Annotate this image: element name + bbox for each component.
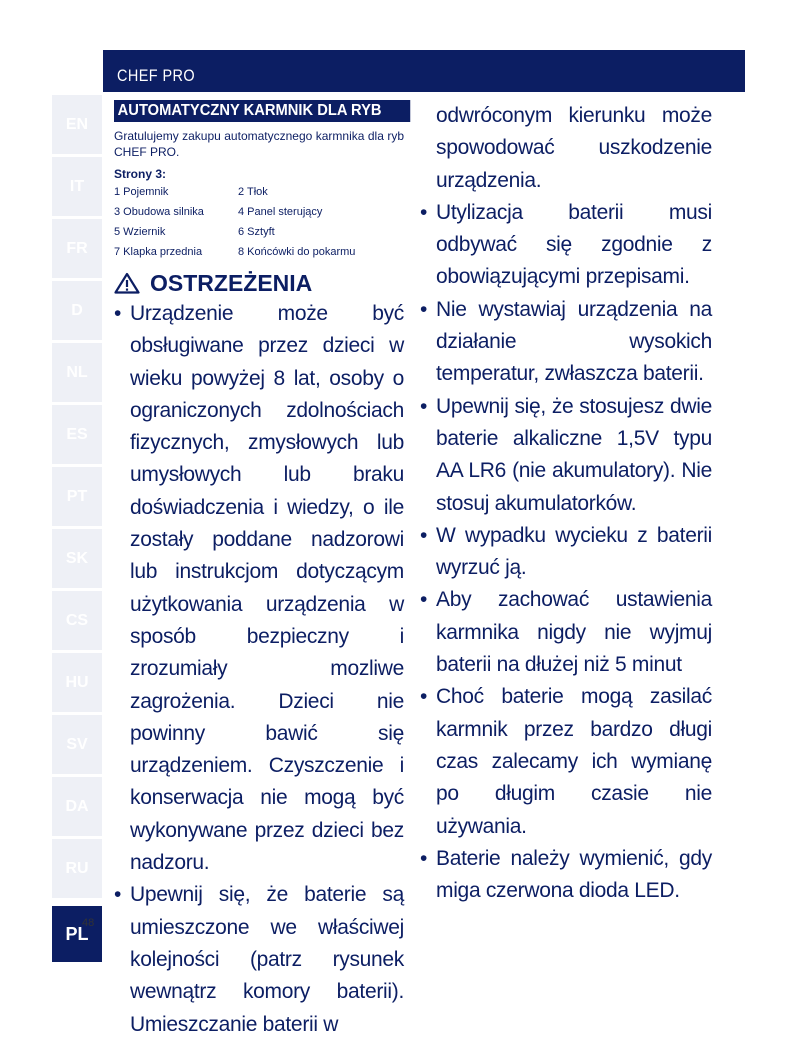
- warning-item: • Choć baterie mogą zasilać karmnik przez bardzo długi czas zalecamy ich wymianę po długim czasie nie używania.: [420, 681, 712, 842]
- part-item: 2 Tłok: [238, 186, 268, 198]
- part-item: 7 Klapka przednia: [114, 246, 203, 258]
- warning-item: • Nie wystawiaj urządzenia na działanie wysokich temperatur, zwłaszcza baterii.: [420, 294, 712, 391]
- lang-tab-sk[interactable]: SK: [52, 529, 102, 588]
- lang-tab-fr[interactable]: FR: [52, 219, 102, 278]
- lang-tab-pl[interactable]: PL: [52, 906, 102, 962]
- warnings-list-left: [114, 298, 404, 1041]
- part-item: 5 Wziernik: [114, 226, 166, 238]
- warning-item: • Utylizacja baterii musi odbywać się zgodnie z obowiązującymi przepisami.: [420, 197, 712, 294]
- warning-item: • Upewnij się, że stosujesz dwie baterie alkaliczne 1,5V typu AA LR6 (nie akumulatory). Nie stosuj akumulatorków.: [420, 391, 712, 520]
- lang-tab-cs[interactable]: CS: [52, 591, 102, 650]
- part-item: 6 Sztyft: [238, 226, 275, 238]
- warning-item: • Urządzenie może być obsługiwane przez dzieci w wieku powyżej 8 lat, osoby o ograniczonych zdolnościach fizycznych, zmysłowych lub umysłowych lub braku doświadczenia i wiedzy, o ile zostały poddane nadzorowi lub instrukcjom dotyczącym użytkowania urządzenia w sposób bezpieczny i zrozumiały mozliwe zagrożenia. Dzieci nie powinny bawić się urządzeniem. Czyszczenie i konserwacja nie mogą być wykonywane przez dzieci bez nadzoru.: [114, 298, 404, 879]
- lang-tab-d[interactable]: D: [52, 281, 102, 340]
- part-item: 4 Panel sterujący: [238, 206, 323, 218]
- lang-tab-hu[interactable]: HU: [52, 653, 102, 712]
- parts-heading: Strony 3:: [114, 167, 167, 181]
- parts-list: [114, 182, 404, 262]
- page-number: 48: [82, 917, 95, 929]
- brand-title: CHEF PRO: [117, 66, 196, 85]
- intro-text: Gratulujemy zakupu automatycznego karmnika dla ryb CHEF PRO.: [114, 129, 404, 159]
- lang-tab-en[interactable]: EN: [52, 95, 102, 154]
- language-tabs: [52, 95, 102, 965]
- section-title: AUTOMATYCZNY KARMNIK DLA RYB: [114, 100, 410, 122]
- right-column: [420, 100, 712, 907]
- warning-item-continuation: odwróconym kierunku może spowodować uszkodzenie urządzenia.: [436, 104, 712, 192]
- left-column: [114, 100, 404, 1041]
- warning-item: • Upewnij się, że baterie są umieszczone we właściwej kolejności (patrz rysunek wewnątrz komory baterii). Umieszczanie baterii w: [114, 879, 404, 1040]
- lang-tab-nl[interactable]: NL: [52, 343, 102, 402]
- warnings-list-right: [420, 100, 712, 907]
- lang-tab-ru[interactable]: RU: [52, 839, 102, 898]
- part-item: 1 Pojemnik: [114, 186, 169, 198]
- warning-heading: [114, 268, 404, 298]
- warning-heading-text: OSTRZEŻENIA: [150, 269, 313, 296]
- lang-tab-da[interactable]: DA: [52, 777, 102, 836]
- warning-item: • Baterie należy wymienić, gdy miga czerwona dioda LED.: [420, 843, 712, 908]
- lang-tab-pt[interactable]: PT: [52, 467, 102, 526]
- header-bar: [103, 50, 745, 92]
- lang-tab-it[interactable]: IT: [52, 157, 102, 216]
- lang-tab-sv[interactable]: SV: [52, 715, 102, 774]
- part-item: 8 Końcówki do pokarmu: [238, 246, 356, 258]
- warning-item: • Aby zachować ustawienia karmnika nigdy nie wyjmuj baterii na dłużej niż 5 minut: [420, 584, 712, 681]
- warning-item: • W wypadku wycieku z baterii wyrzuć ją.: [420, 520, 712, 585]
- lang-tab-es[interactable]: ES: [52, 405, 102, 464]
- warning-triangle-icon: [114, 272, 140, 294]
- part-item: 3 Obudowa silnika: [114, 206, 204, 218]
